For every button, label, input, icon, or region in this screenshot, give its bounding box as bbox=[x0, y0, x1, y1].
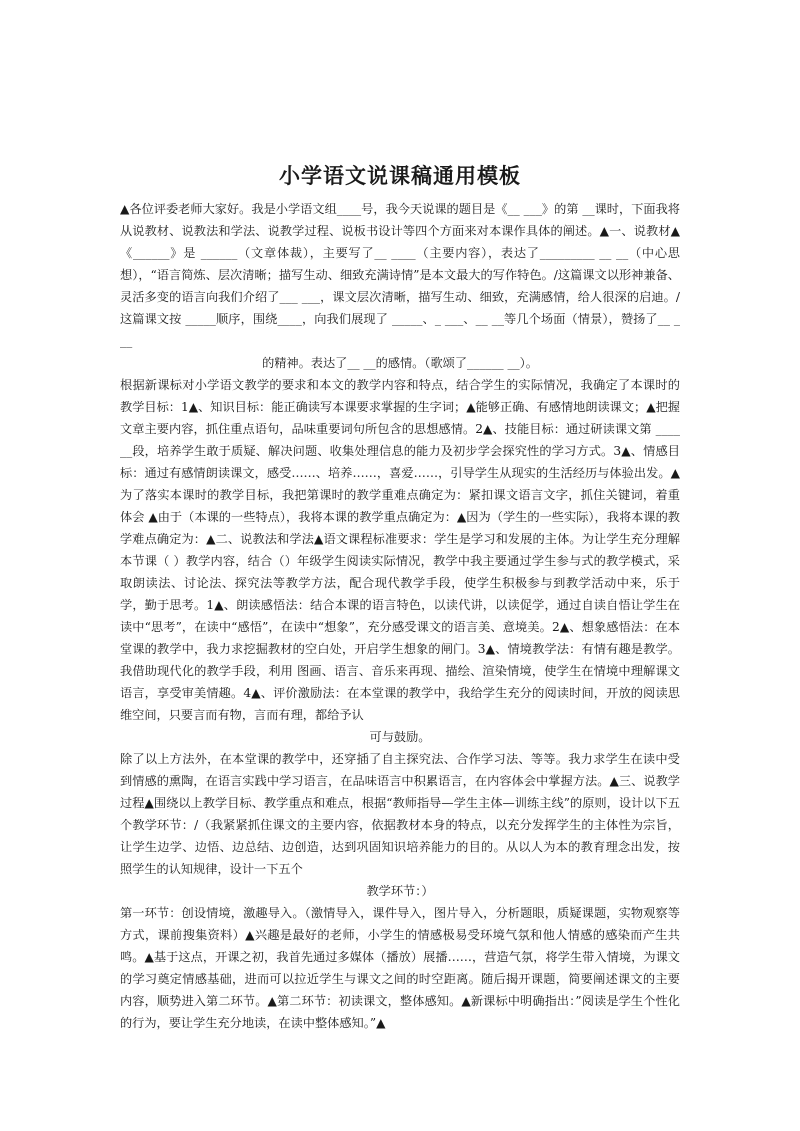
paragraph-objectives-last-line: 可与鼓励。 bbox=[369, 730, 431, 744]
paragraph-intro bbox=[120, 198, 680, 374]
document-title: 小学语文说课稿通用模板 bbox=[279, 163, 521, 188]
paragraph-intro-last-line: 的精神。表达了__ __的感情。（歌颂了______ __）。 bbox=[262, 356, 538, 370]
paragraph-objectives-body: 根据新课标对小学语文教学的要求和本文的教学内容和特点，结合学生的实际情况，我确定了本课时的教学目标：1▲、知识目标：能正确读写本课要求掌握的生字词；▲能够正确、有感情地朗读课文；▲把握文章主要内容，抓住重点语句，品味重要词句所包含的思想感情。2▲、技能目标：通过研读课文第 ______段，培养学生敢于质疑、解决问题、收集处理信息的能力及初步学会探究性的学习方式。3▲、情感目标：通过有感情朗读课文，感受……、培养……，喜爱……，引导学生从现实的生活经历与体验出发。▲为了落实本课时的教学目标，我把第课时的教学重难点确定为：紧扣课文语言文字，抓住关键词，着重体会 ▲由于（本课的一些特点），我将本课的教学重点确定为：▲因为（学生的一些实际），我将本课的教学难点确定为：▲二、说教法和学法▲语文课程标准要求：学生是学习和发展的主体。为让学生充分理解本节课（ ）教学内容，结合（）年级学生阅读实际情况，教学中我主要通过学生参与式的教学模式，采取朗读法、讨论法、探究法等教学方法，配合现代教学手段，使学生积极参与到教学活动中来，乐于学，勤于思考。1▲、朗读感悟法：结合本课的语言特色，以读代讲，以读促学，通过自读自悟让学生在读中“思考”，在读中“感悟”，在读中“想象”，充分感受课文的语言美、意境美。2▲、想象感悟法：在本堂课的教学中，我力求挖掘教材的空白处，开启学生想象的闸门。3▲、情境教学法：有情有趣是教学。我借助现代化的教学手段，利用 图画、语言、音乐来再现、描绘、渲染情境，使学生在情境中理解课文语言，享受审美情趣。4▲、评价激励法：在本堂课的教学中，我给学生充分的阅读时间，开放的阅读思维空间，只要言而有物，言而有理，都给予认 bbox=[120, 378, 680, 722]
paragraph-objectives-methods bbox=[120, 374, 680, 748]
paragraph-teaching-process bbox=[120, 748, 680, 902]
document-page bbox=[120, 160, 680, 1034]
paragraph-process-body: 除了以上方法外，在本堂课的教学中，还穿插了自主探究法、合作学习法、等等。我力求学生在读中受到情感的熏陶，在语言实践中学习语言，在品味语言中积累语言，在内容体会中掌握方法。▲三、说教学过程▲围绕以上教学目标、教学重点和难点，根据“教师指导—学生主体—训练主线”的原则，设计以下五个教学环节：/（我紧紧抓住课文的主要内容，依据教材本身的特点，以充分发挥学生的主体性为宗旨，让学生边学、边悟、边总结、边创造，达到巩固知识培养能力的目的。从以人为本的教育理念出发，按照学生的认知规律，设计一下五个 bbox=[120, 752, 680, 876]
paragraph-process-last-line: 教学环节：） bbox=[366, 884, 434, 898]
paragraph-first-stage bbox=[120, 902, 680, 1034]
paragraph-first-stage-body: 第一环节：创设情境，激趣导入。（激情导入，课件导入，图片导入，分析题眼，质疑课题，实物观察等方式，课前搜集资料）▲兴趣是最好的老师，小学生的情感极易受环境气氛和他人情感的感染而产生共鸣。▲基于这点，开课之初，我首先通过多媒体（播放）展播……，营造气氛，将学生带入情境，为课文的学习奠定情感基础，进而可以拉近学生与课文之间的时空距离。随后揭开课题，简要阐述课文的主要内容，顺势进入第二环节。▲第二环节：初读课文，整体感知。▲新课标中明确指出：”阅读是学生个性化的行为，要让学生充分地读，在读中整体感知。”▲ bbox=[120, 906, 680, 1030]
paragraph-intro-body: ▲各位评委老师大家好。我是小学语文组____号，我今天说课的题目是《__ ___》的第 __课时，下面我将从说教材、说教法和学法、说教学过程、说板书设计等四个方面来对本课作具体的阐述。▲一、说教材▲《______》是 ______（文章体裁），主要写了__ ____（主要内容），表达了_________ __ __（中心思想），“语言简炼、层次清晰；描写生动、细致充满诗情”是本文最大的写作特色。/这篇课文以形神兼备、灵活多变的语言向我们介绍了___ ___，课文层次清晰，描写生动、细致，充满感情，给人很深的启迪。/这篇课文按 _____顺序，围绕____，向我们展现了 _____、_ ___、__ __等几个场面（情景），赞扬了__ ___ bbox=[120, 202, 680, 348]
